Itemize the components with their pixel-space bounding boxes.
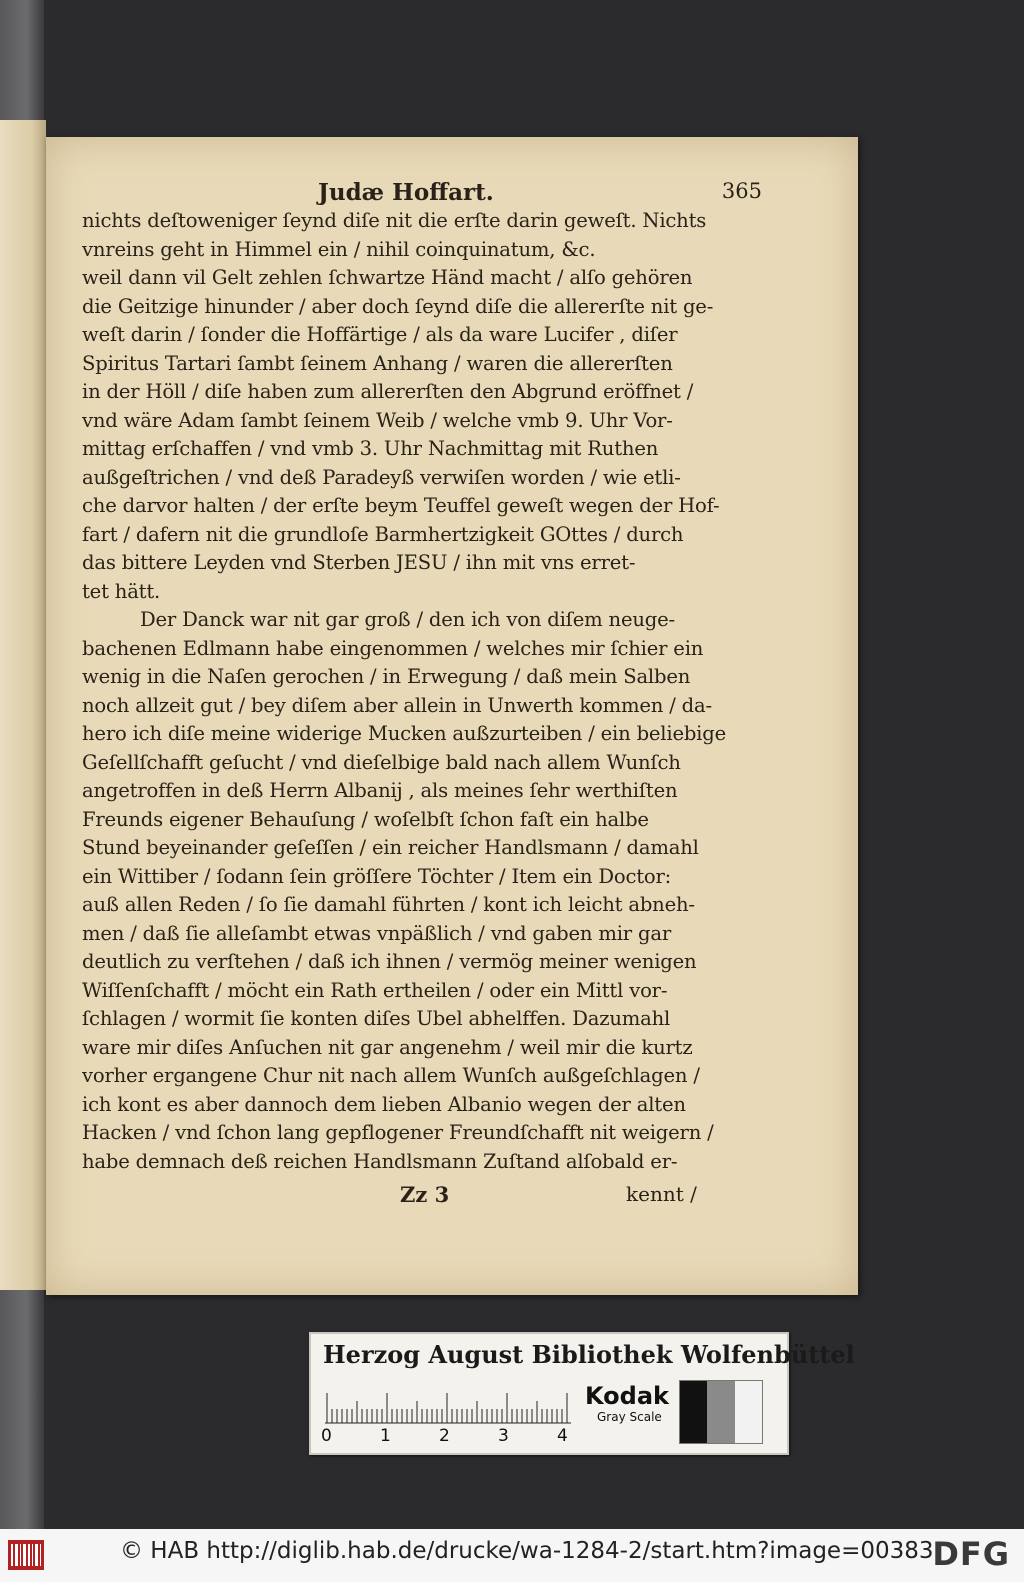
footer-bar: [0, 1529, 1024, 1582]
text-line: Wiſſenſchafft / möcht ein Rath ertheilen / oder ein Mittl vor-: [82, 978, 668, 1002]
text-line: vorher ergangene Chur nit nach allem Wunſch außgeſchlagen /: [82, 1064, 700, 1087]
text-line: wenig in die Naſen gerochen / in Erwegung / daß mein Salben: [82, 665, 691, 688]
text-line: ein Wittiber / ſodann ſein gröſſere Töchter / Item ein Doctor:: [82, 864, 672, 888]
page-foot: [82, 1180, 758, 1212]
text-line: nichts deſtoweniger ſeynd diſe nit die erſte darin geweſt. Nichts: [82, 209, 707, 232]
library-name: Herzog August Bibliothek Wolfenbüttel: [323, 1340, 855, 1369]
page-content: [82, 173, 762, 1212]
text-line: vnreins geht in Himmel ein / nihil coinquinatum, &c.: [82, 237, 596, 261]
text-line: weſt darin / ſonder die Hoffärtige / als da ware Lucifer , diſer: [82, 323, 678, 346]
gray-swatch: [680, 1381, 707, 1443]
gray-scale-label: Gray Scale: [597, 1410, 662, 1424]
text-line: men / daß ſie alleſambt etwas vnpäßlich / vnd gaben mir gar: [82, 921, 671, 945]
text-line: das bittere Leyden vnd Sterben JESU / ihn mit vns erret-: [82, 551, 636, 574]
text-line: tet hätt.: [82, 579, 161, 603]
book-page: [46, 137, 858, 1295]
text-line: auß allen Reden / ſo ſie damahl führten / kont ich leicht abneh-: [82, 893, 695, 916]
text-line: ich kont es aber dannoch dem lieben Albanio wegen der alten: [82, 1092, 686, 1116]
text-line: weil dann vil Gelt zehlen ſchwartze Händ macht / alſo gehören: [82, 266, 693, 289]
text-line: mittag erſchaffen / vnd vmb 3. Uhr Nachmittag mit Ruthen: [82, 437, 659, 460]
text-line: ware mir diſes Anſuchen nit gar angenehm / weil mir die kurtz: [82, 1035, 693, 1059]
text-line: Freunds eigener Behauſung / woſelbſt ſchon faſt ein halbe: [82, 807, 649, 831]
text-line: noch allzeit gut / bey diſem aber allein in Unwerth kommen / da-: [82, 693, 712, 717]
running-title: Judæ Hoffart.: [318, 179, 494, 206]
kodak-logo: Kodak: [585, 1382, 669, 1410]
text-line: ſchlagen / wormit ſie konten diſes Ubel abhelffen. Dazumahl: [82, 1007, 671, 1030]
text-line: außgeſtrichen / vnd deß Paradeyß verwiſen worden / wie etli-: [82, 465, 681, 489]
facing-page-edge: [0, 120, 46, 1290]
text-line: hero ich diſe meine widerige Mucken außzurteiben / ein beliebige: [82, 722, 726, 745]
catchword: kennt /: [626, 1182, 697, 1206]
barcode-logo-icon: [8, 1540, 44, 1570]
ruler-scale: [325, 1384, 571, 1424]
text-line: habe demnach deß reichen Handlsmann Zuſtand alſobald er-: [82, 1149, 678, 1173]
ruler-number: 2: [439, 1426, 450, 1446]
ruler-number: 1: [380, 1426, 391, 1446]
page-number: 365: [721, 179, 762, 203]
running-head: [82, 173, 762, 207]
text-line: che darvor halten / der erſte beym Teuffel geweſt wegen der Hof-: [82, 494, 720, 517]
text-line: angetroffen in deß Herrn Albanij , als meines ſehr werthiſten: [82, 779, 678, 802]
text-line: Stund beyeinander geſeſſen / ein reicher Handlsmann / damahl: [82, 836, 699, 859]
text-line: deutlich zu verſtehen / daß ich ihnen / vermög meiner wenigen: [82, 950, 697, 973]
text-line: fart / dafern nit die grundloſe Barmhertzigkeit GOttes / durch: [82, 522, 684, 546]
text-line: Der Danck war nit gar groß / den ich von diſem neuge-: [140, 608, 675, 631]
signature-mark: Zz 3: [400, 1182, 450, 1207]
gray-swatch: [735, 1381, 762, 1443]
text-line: die Geitzige hinunder / aber doch ſeynd diſe die allererſte nit ge-: [82, 294, 714, 318]
gray-swatch: [707, 1381, 734, 1443]
text-line: Geſellſchafft geſucht / vnd dieſelbige bald nach allem Wunſch: [82, 750, 681, 774]
gray-swatches: [679, 1380, 763, 1444]
body-text: [82, 207, 758, 1176]
ruler-number: 3: [498, 1426, 509, 1446]
color-target-card: [309, 1332, 855, 1455]
text-line: Hacken / vnd ſchon lang gepflogener Freundſchafft nit weigern /: [82, 1121, 714, 1144]
ruler-number: 4: [557, 1426, 568, 1446]
text-line: in der Höll / diſe haben zum allererſten den Abgrund eröffnet /: [82, 380, 694, 403]
text-line: bachenen Edlmann habe eingenommen / welches mir ſchier ein: [82, 636, 704, 660]
text-line: vnd wäre Adam ſambt ſeinem Weib / welche vmb 9. Uhr Vor-: [82, 408, 673, 432]
footer-source-url[interactable]: © HAB http://diglib.hab.de/drucke/wa-1284-2/start.htm?image=00383: [120, 1538, 934, 1564]
text-line: Spiritus Tartari ſambt ſeinem Anhang / waren die allererſten: [82, 351, 673, 375]
dfg-logo: DFG: [932, 1535, 1010, 1573]
ruler-number: 0: [321, 1426, 332, 1446]
